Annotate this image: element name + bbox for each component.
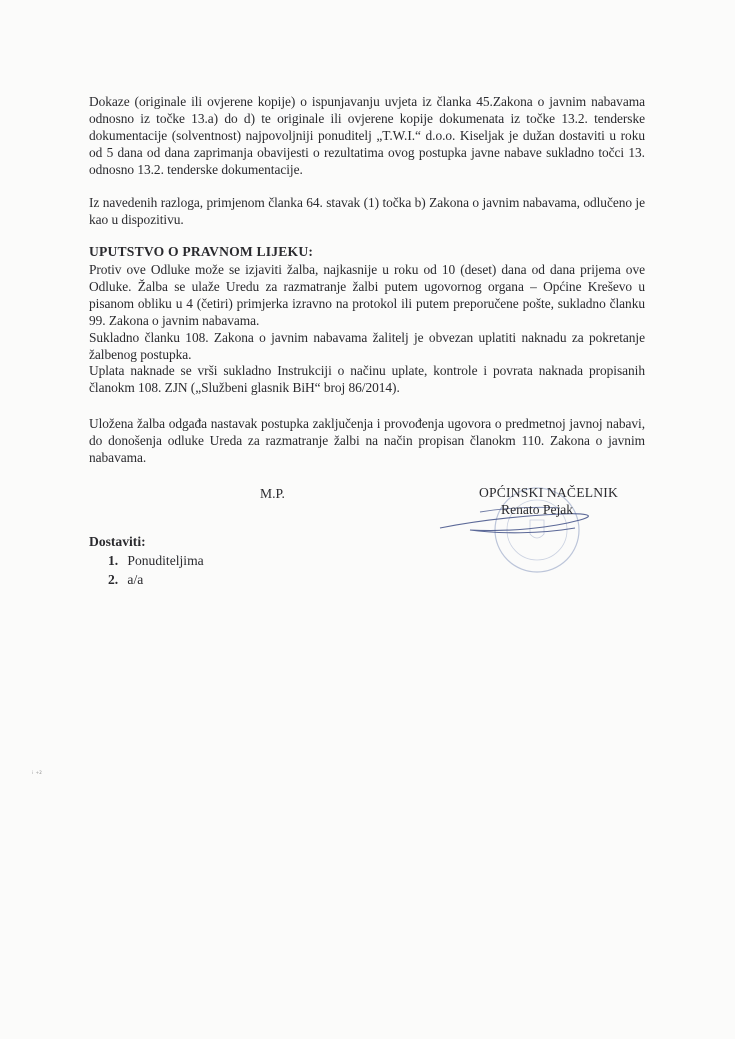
stamp-place-label: M.P. [260, 486, 285, 501]
legal-remedy-heading: UPUTSTVO O PRAVNOM LIJEKU: [89, 244, 314, 259]
signer-name: Renato Pejak [501, 502, 574, 517]
list-item-text: Ponuditeljima [127, 553, 204, 568]
paragraph-appeal-effect: Uložena žalba odgađa nastavak postupka zaključenja i provođenja ugovora o predmetnoj javnoj nabavi, do donošenja odluke Ureda za razmatranje žalbi na način propisan članokm 110. Zakona o javnim nabavama. [89, 416, 645, 465]
list-item-text: a/a [127, 572, 144, 587]
paragraph-fee-instruction: Uplata naknade se vrši sukladno Instrukciji o načinu uplate, kontrole i povrata naknada propisanih članokm 108. ZJN („Službeni glasnik BiH“ broj 86/2014). [89, 363, 645, 396]
distribution-label: Dostaviti: [89, 534, 146, 549]
legal-remedy-section [89, 262, 645, 397]
list-item [108, 570, 204, 589]
margin-scan-mark: ᵢ ₊₂ [32, 768, 42, 776]
signature-block [479, 484, 659, 518]
paragraph-documents-evidence: Dokaze (originale ili ovjerene kopije) o ispunjavanju uvjeta iz članka 45.Zakona o javnim nabavama odnosno iz točke 13.a) do d) te originale ili ovjerene kopije dokumenata iz točke 13.2. tenderske dokumentacije (solventnost) najpovoljniji ponuditelj „T.W.I.“ d.o.o. Kiseljak je dužan dostaviti u roku od 5 dana od dana zaprimanja obavijesti o rezultatima ovog postupka javne nabave sukladno točci 13. odnosno 13.2. tenderske dokumentacije. [89, 94, 645, 177]
distribution-list [108, 551, 204, 589]
paragraph-appeal-deadline: Protiv ove Odluke može se izjaviti žalba, najkasnije u roku od 10 (deset) dana od dana prijema ove Odluke. Žalba se ulaže Uredu za razmatranje žalbi putem ugovornog organa – Općine Kreševo u pisanom obliku u 4 (četiri) primjerka izravno na protokol ili putem preporučene pošte, sukladno članku 99. Zakona o javnim nabavama. [89, 262, 645, 328]
list-item-number: 2. [108, 572, 119, 587]
list-item-number: 1. [108, 553, 119, 568]
signer-title: OPĆINSKI NAČELNIK [479, 485, 618, 500]
list-item [108, 551, 204, 570]
paragraph-appeal-fee: Sukladno članku 108. Zakona o javnim nabavama žalitelj je obvezan uplatiti naknadu za pokretanje žalbenog postupka. [89, 329, 645, 362]
paragraph-decision-reason: Iz navedenih razloga, primjenom članka 64. stavak (1) točka b) Zakona o javnim nabavama, odlučeno je kao u dispozitivu. [89, 195, 645, 227]
